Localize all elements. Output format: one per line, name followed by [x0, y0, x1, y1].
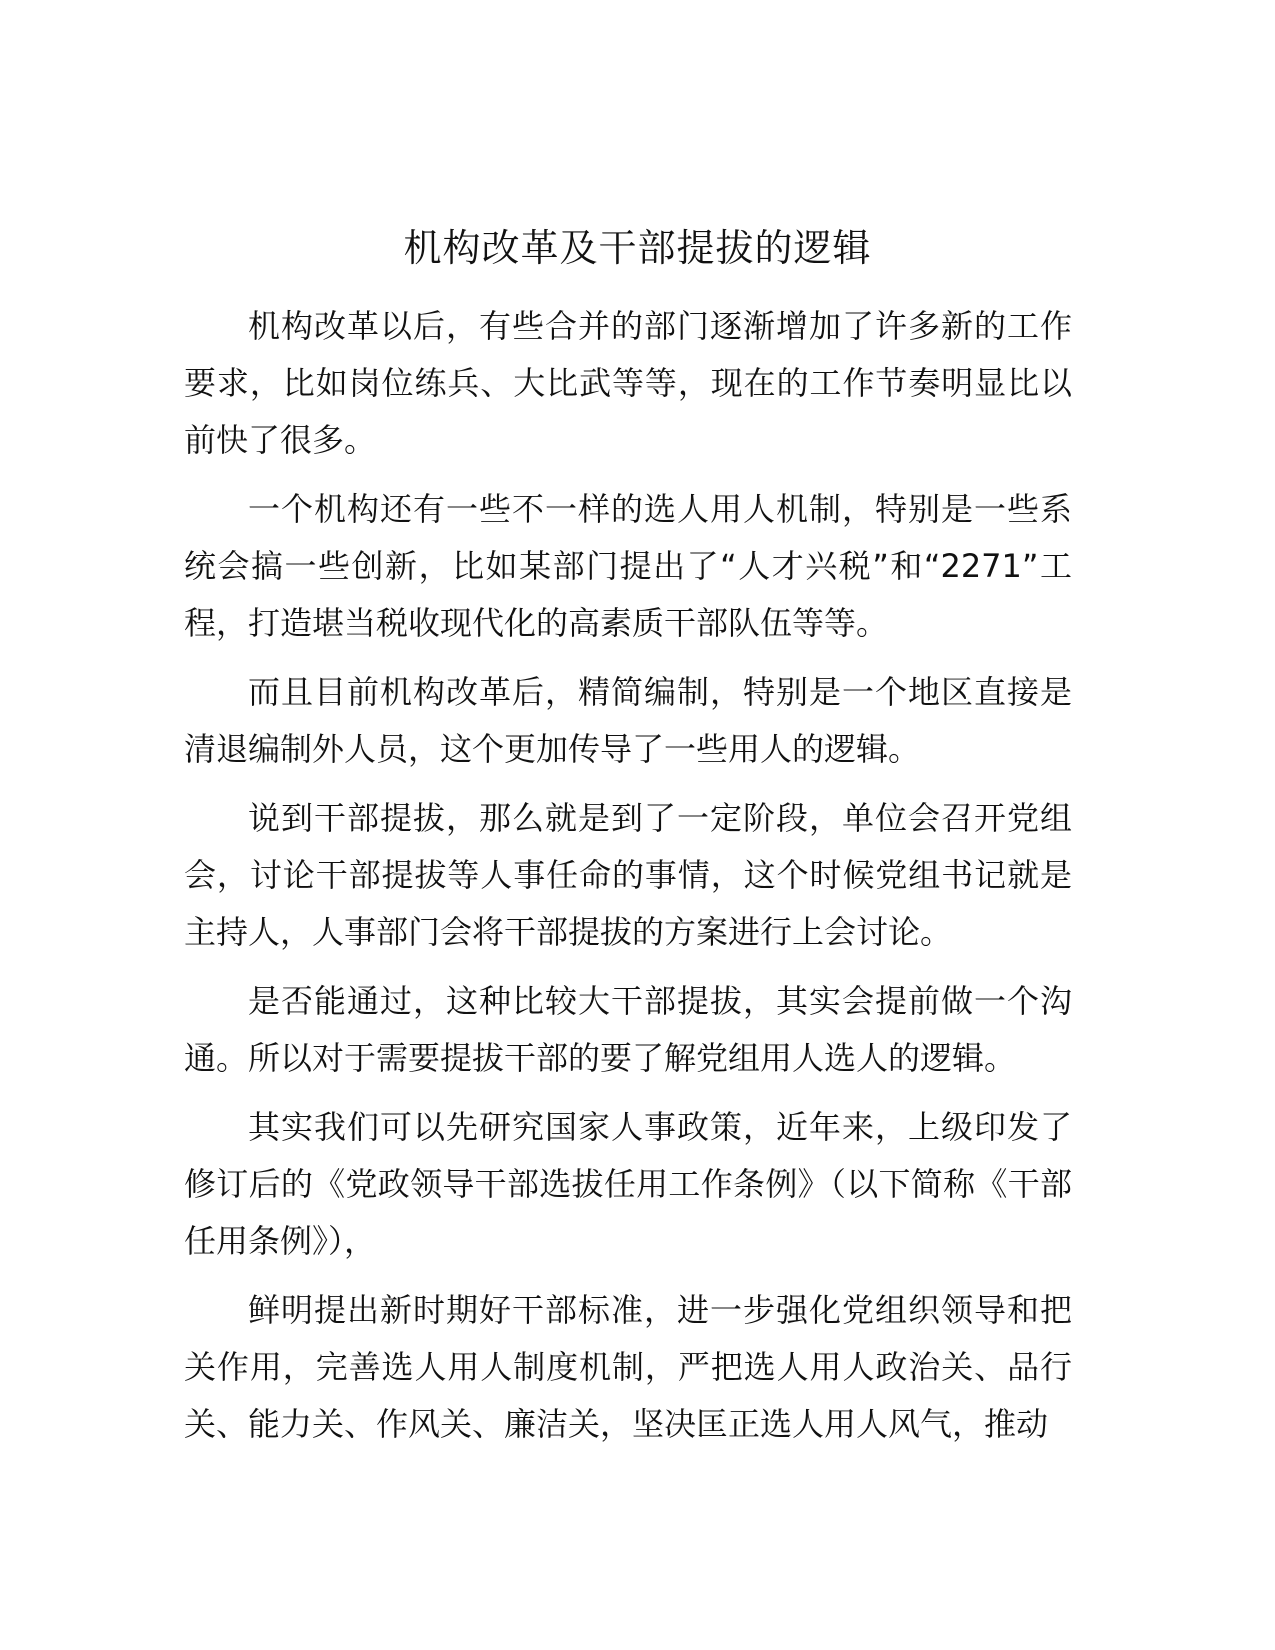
paragraph: 而且目前机构改革后，精简编制，特别是一个地区直接是清退编制外人员，这个更加传导了一些用人的逻辑。: [184, 673, 1072, 768]
document-title: 机构改革及干部提拔的逻辑: [403, 226, 872, 270]
paragraph: 是否能通过，这种比较大干部提拔，其实会提前做一个沟通。所以对于需要提拔干部的要了解党组用人选人的逻辑。: [184, 982, 1072, 1077]
paragraph: 机构改革以后，有些合并的部门逐渐增加了许多新的工作要求，比如岗位练兵、大比武等等，现在的工作节奏明显比以前快了很多。: [184, 307, 1072, 459]
document-body: [184, 298, 1072, 1465]
paragraph: 一个机构还有一些不一样的选人用人机制，特别是一些系统会搞一些创新，比如某部门提出了“人才兴税”和“2271”工程，打造堪当税收现代化的高素质干部队伍等等。: [184, 490, 1072, 642]
paragraph: 说到干部提拔，那么就是到了一定阶段，单位会召开党组会，讨论干部提拔等人事任命的事情，这个时候党组书记就是主持人，人事部门会将干部提拔的方案进行上会讨论。: [184, 799, 1072, 951]
paragraph: 鲜明提出新时期好干部标准，进一步强化党组织领导和把关作用，完善选人用人制度机制，严把选人用人政治关、品行关、能力关、作风关、廉洁关，坚决匡正选人用人风气，推动: [184, 1291, 1072, 1443]
paragraph: 其实我们可以先研究国家人事政策，近年来，上级印发了修订后的《党政领导干部选拔任用工作条例》（以下简称《干部任用条例》），: [184, 1108, 1072, 1260]
